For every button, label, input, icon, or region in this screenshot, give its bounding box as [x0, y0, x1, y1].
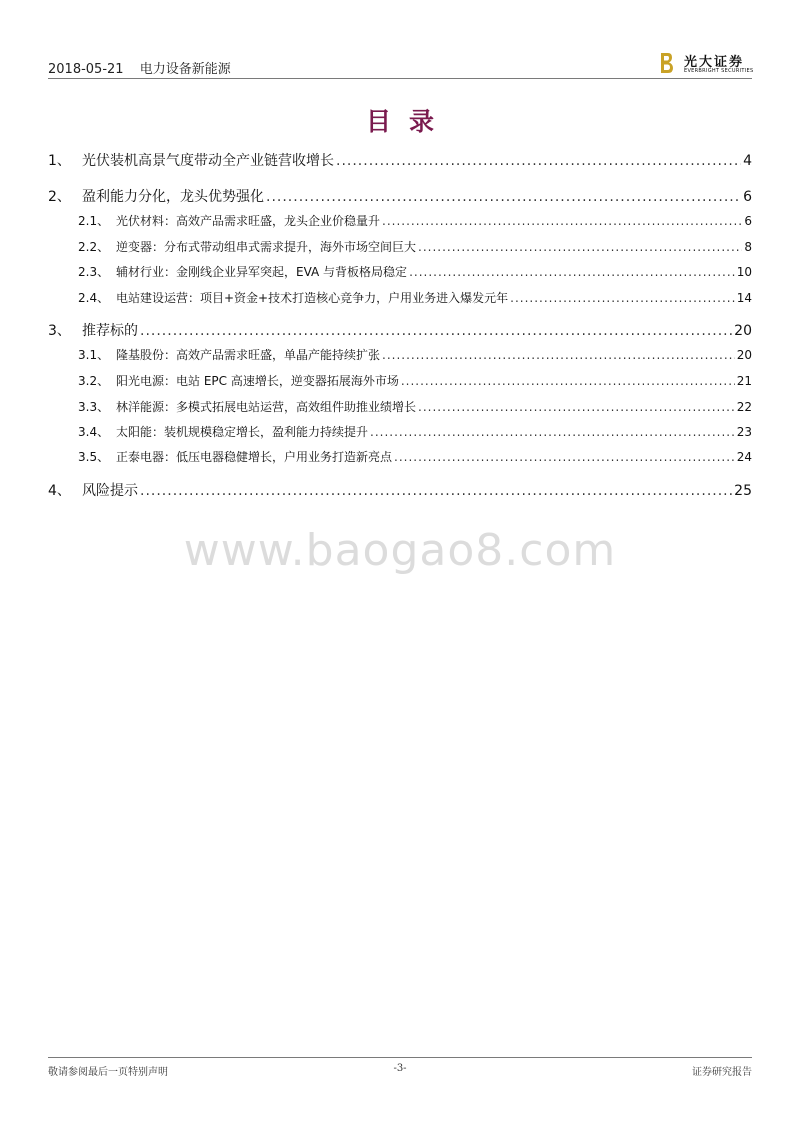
toc-title: 目录 [365, 107, 452, 136]
toc-entry-title: 逆变器：分布式带动组串式需求提升，海外市场空间巨大 [116, 240, 417, 254]
toc-entry-number: 3.2、 [78, 374, 110, 388]
toc-dot-leader [370, 425, 735, 439]
logo-cn-text: 光大证券 [684, 55, 745, 70]
toc-entry-number: 3、 [48, 323, 71, 339]
toc-entry-title: 隆基股份：高效产品需求旺盛，单晶产能持续扩张 [116, 348, 381, 362]
toc-dot-leader [382, 348, 735, 362]
footer-disclaimer: 敬请参阅最后一页特别声明 [48, 1067, 168, 1078]
toc-entry[interactable] [48, 480, 752, 500]
toc-entry-number: 1、 [48, 153, 71, 169]
toc-entry-page: 6 [744, 214, 752, 228]
toc-entry-title: 林洋能源：多模式拓展电站运营，高效组件助推业绩增长 [116, 400, 417, 414]
logo-en-text: EVERBRIGHT SECURITIES [684, 68, 754, 74]
toc-dot-leader [409, 265, 735, 279]
toc-entry-number: 4、 [48, 483, 71, 499]
toc-entry-page: 20 [734, 323, 752, 339]
toc-entry[interactable] [48, 398, 752, 415]
toc-entry-number: 3.1、 [78, 348, 110, 362]
toc-entry-page: 25 [734, 483, 752, 499]
page-number: -3- [393, 1063, 407, 1074]
toc-entry-number: 2.4、 [78, 291, 110, 305]
toc-dot-leader [418, 240, 742, 254]
toc-entry-number: 3.3、 [78, 400, 110, 414]
toc-entry-page: 23 [736, 425, 752, 439]
toc-entry-title: 电站建设运营：项目+资金+技术打造核心竞争力，户用业务进入爆发元年 [116, 291, 509, 305]
toc-entry-title: 阳光电源：电站 EPC 高速增长，逆变器拓展海外市场 [116, 374, 399, 388]
toc-entry-number: 2、 [48, 189, 71, 205]
toc-entry[interactable] [48, 346, 752, 363]
toc-entry[interactable] [48, 289, 752, 306]
toc-dot-leader [418, 400, 735, 414]
toc-entry-page: 8 [744, 240, 752, 254]
toc-dot-leader [140, 323, 732, 339]
footer-report-type: 证券研究报告 [692, 1067, 752, 1078]
toc-dot-leader [336, 153, 741, 169]
toc-entry-title: 辅材行业：金刚线企业异军突起，EVA 与背板格局稳定 [116, 265, 408, 279]
toc-dot-leader [140, 483, 732, 499]
toc-entry-title: 光伏装机高景气度带动全产业链营收增长 [82, 153, 334, 169]
toc-entry[interactable] [48, 423, 752, 440]
toc-entry[interactable] [48, 263, 752, 280]
report-date: 2018-05-21 [48, 62, 124, 77]
toc-entry-page: 6 [743, 189, 752, 205]
toc-entry-page: 10 [736, 265, 752, 279]
page-header [48, 58, 231, 77]
toc-entry-number: 2.1、 [78, 214, 110, 228]
everbright-logo [660, 50, 756, 78]
toc-entry-title: 风险提示 [82, 483, 138, 499]
toc-dot-leader [401, 374, 735, 388]
toc-entry[interactable] [48, 238, 752, 255]
toc-entry-page: 22 [736, 400, 752, 414]
toc-entry-page: 14 [736, 291, 752, 305]
logo-mark-icon [660, 52, 674, 74]
toc-entry[interactable] [48, 186, 752, 206]
toc-entry-title: 正泰电器：低压电器稳健增长，户用业务打造新亮点 [116, 450, 393, 464]
toc-entry[interactable] [48, 212, 752, 229]
toc-dot-leader [382, 214, 742, 228]
toc-entry[interactable] [48, 320, 752, 340]
toc-entry-title: 盈利能力分化，龙头优势强化 [82, 189, 264, 205]
toc-entry-number: 2.2、 [78, 240, 110, 254]
toc-entry-number: 3.4、 [78, 425, 110, 439]
toc-entry-number: 3.5、 [78, 450, 110, 464]
toc-dot-leader [510, 291, 735, 305]
toc-entry-title: 光伏材料：高效产品需求旺盛，龙头企业价稳量升 [116, 214, 381, 228]
toc-entry-page: 21 [736, 374, 752, 388]
header-divider [48, 78, 752, 79]
toc-entry[interactable] [48, 150, 752, 170]
toc-entry-page: 4 [743, 153, 752, 169]
toc-entry-title: 推荐标的 [82, 323, 138, 339]
toc-dot-leader [266, 189, 741, 205]
toc-dot-leader [394, 450, 735, 464]
footer-divider [48, 1057, 752, 1058]
watermark: www.baogao8.com [183, 525, 617, 576]
toc-entry-number: 2.3、 [78, 265, 110, 279]
report-category: 电力设备新能源 [139, 62, 231, 77]
toc-entry[interactable] [48, 372, 752, 389]
toc-entry-title: 太阳能：装机规模稳定增长，盈利能力持续提升 [116, 425, 369, 439]
toc-entry-page: 24 [736, 450, 752, 464]
toc-entry[interactable] [48, 448, 752, 465]
toc-entry-page: 20 [736, 348, 752, 362]
